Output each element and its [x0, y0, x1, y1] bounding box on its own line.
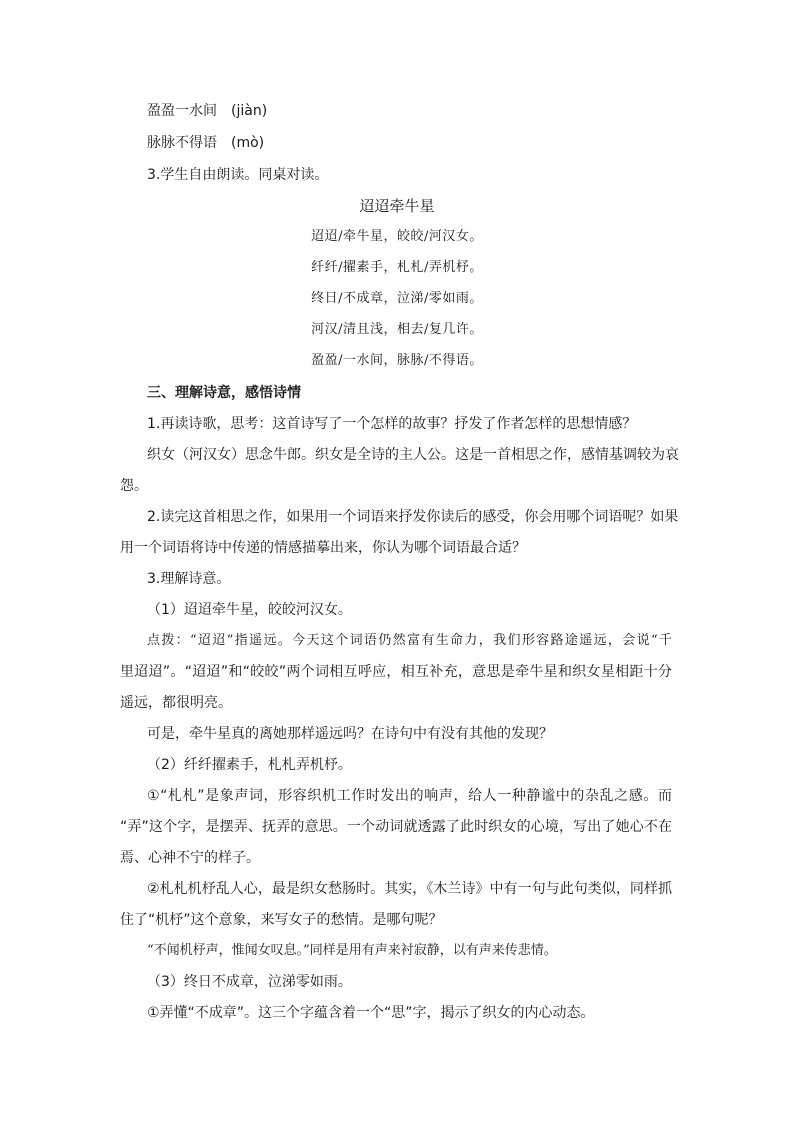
tip-1-line-4: 可是，牵牛星真的离她那样遥远吗？在诗句中有没有其他的发现？ [147, 726, 553, 742]
subsection-3: （3）终日不成章，泣涕零如雨。 [147, 974, 352, 990]
step-3-reading: 3.学生自由朗读。同桌对读。 [147, 167, 329, 183]
poem-line-3: 终日/不成章，泣涕/零如雨。 [311, 291, 483, 306]
question-3: 3.理解诗意。 [147, 571, 231, 587]
poem-line-5: 盈盈/一水间，脉脉/不得语。 [311, 353, 483, 368]
vocab-line-jian: 盈盈一水间 (jiàn) [147, 103, 268, 119]
answer-1-line-2: 怨。 [120, 478, 148, 494]
poem-line-1: 迢迢/牵牛星，皎皎/河汉女。 [311, 229, 483, 244]
tip-1-line-1: 点拨：“迢迢”指遥远。今天这个词语仍然富有生命力，我们形容路途遥远，会说“千 [147, 633, 672, 648]
tip-2-line-5: 住了“机杼”这个意象，来写女子的愁情。是哪句呢？ [120, 912, 443, 928]
vocab-line-mo: 脉脉不得语 (mò) [147, 135, 265, 151]
subsection-1: （1）迢迢牵牛星，皎皎河汉女。 [147, 602, 352, 618]
tip-2-line-4: ②札札机杼乱人心，最是织女愁肠时。其实，《木兰诗》中有一句与此句类似，同样抓 [147, 881, 672, 897]
poem-line-2: 纤纤/擢素手，札札/弄机杼。 [311, 260, 483, 275]
question-2-line-2: 用一个词语将诗中传递的情感描摹出来，你认为哪个词语最合适？ [120, 540, 526, 556]
subsection-2: （2）纤纤擢素手，札札弄机杼。 [147, 757, 352, 773]
tip-2-line-3: 焉、心神不宁的样子。 [120, 850, 260, 866]
poem-line-4: 河汉/清且浅，相去/复几许。 [311, 322, 483, 337]
tip-2-line-2: “弄”这个字，是摆弄、抚弄的意思。一个动词就透露了此时织女的心境，写出了她心不在 [120, 819, 672, 835]
question-1: 1.再读诗歌，思考：这首诗写了一个怎样的故事？抒发了作者怎样的思想情感？ [147, 416, 637, 432]
poem-title: 迢迢牵牛星 [359, 197, 435, 215]
answer-1-line-1: 织女（河汉女）思念牛郎。织女是全诗的主人公。这是一首相思之作，感情基调较为哀 [147, 447, 679, 463]
question-2-line-1: 2.读完这首相思之作，如果用一个词语来抒发你读后的感受，你会用哪个词语呢？如果 [147, 509, 679, 525]
tip-2-line-6: “不闻机杼声，惟闻女叹息。”同样是用有声来衬寂静，以有声来传悲情。 [147, 943, 557, 958]
tip-3-line-1: ①弄懂“不成章”。这三个字蕴含着一个“思”字，揭示了织女的内心动态。 [147, 1005, 595, 1021]
tip-2-line-1: ①“札札”是象声词，形容织机工作时发出的响声，给人一种静谧中的杂乱之感。而 [147, 788, 672, 804]
tip-1-line-3: 遥远，都很明亮。 [120, 695, 232, 711]
section-heading-3: 三、理解诗意，感悟诗情 [147, 385, 301, 401]
tip-1-line-2: 里迢迢”。“迢迢”和“皎皎”两个词相互呼应，相互补充，意思是牵牛星和织女星相距十分 [120, 664, 672, 680]
